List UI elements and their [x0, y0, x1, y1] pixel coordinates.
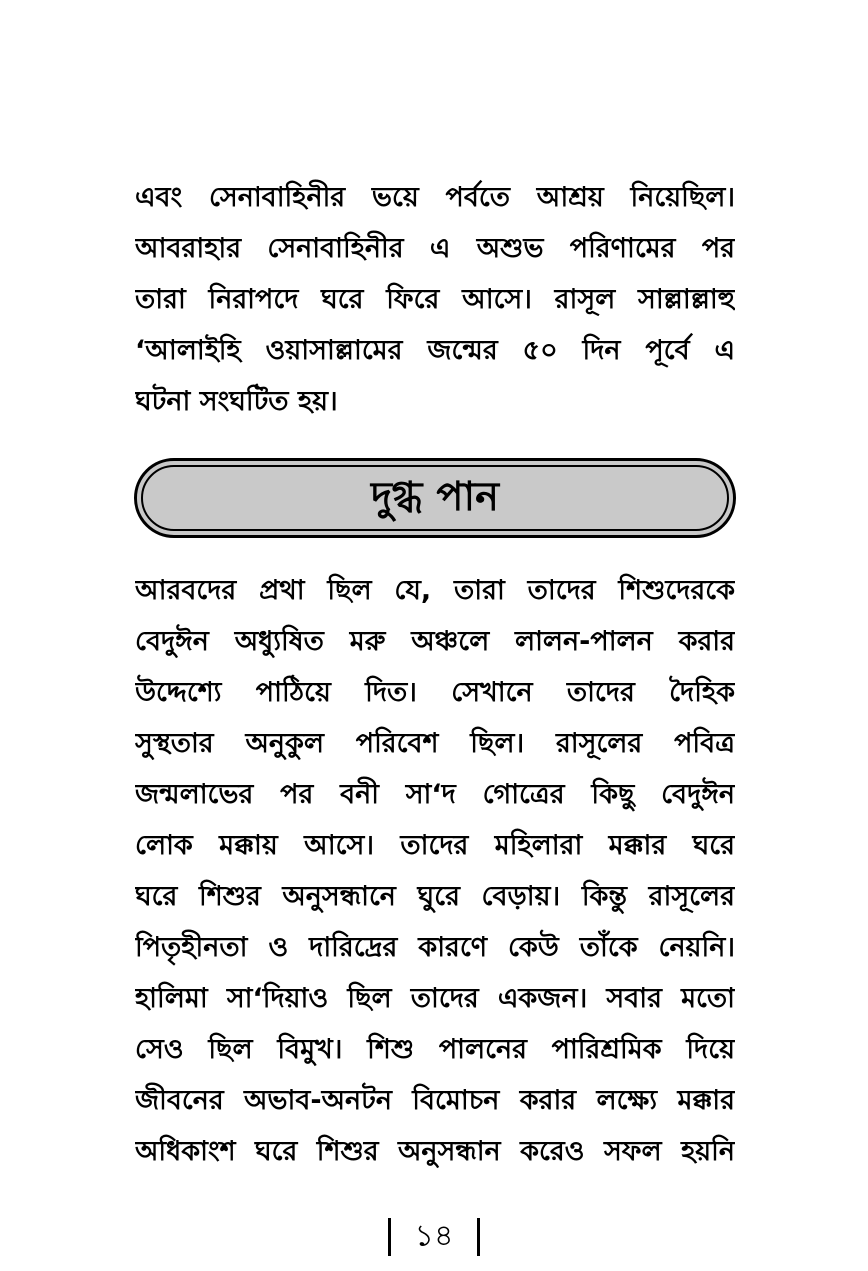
text-line: তারা নিরাপদে ঘরে ফিরে আসে। রাসূল সাল্লাল্লাহু	[135, 284, 735, 315]
text-line: অধিকাংশ ঘরে শিশুর অনুসন্ধান করেও সফল হয়নি	[135, 1136, 735, 1167]
paragraph-main	[135, 565, 735, 1177]
page-number: ১৪	[414, 1218, 454, 1254]
text-line: জীবনের অভাব-অনটন বিমোচন করার লক্ষ্যে মক্কার	[135, 1085, 735, 1116]
text-line: আরবদের প্রথা ছিল যে, তারা তাদের শিশুদেরকে	[135, 575, 735, 606]
text-line: লোক মক্কায় আসে। তাদের মহিলারা মক্কার ঘরে	[135, 830, 735, 861]
text-line: সেও ছিল বিমুখ। শিশু পালনের পারিশ্রমিক দিয়ে	[135, 1034, 735, 1065]
text-line: আবরাহার সেনাবাহিনীর এ অশুভ পরিণামের পর	[135, 233, 735, 264]
text-line: ঘরে শিশুর অনুসন্ধানে ঘুরে বেড়ায়। কিন্তু রাসূলের	[135, 881, 735, 912]
section-heading-box	[134, 458, 736, 538]
text-line: হালিমা সা‘দিয়াও ছিল তাদের একজন। সবার মতো	[135, 983, 735, 1014]
text-line: এবং সেনাবাহিনীর ভয়ে পর্বতে আশ্রয় নিয়েছিল।	[135, 182, 735, 213]
text-line: উদ্দেশ্যে পাঠিয়ে দিত। সেখানে তাদের দৈহিক	[135, 677, 735, 708]
text-line: পিতৃহীনতা ও দারিদ্রের কারণে কেউ তাঁকে নেয়নি।	[135, 932, 735, 963]
section-heading: দুগ্ধ পান	[371, 473, 499, 520]
paragraph-intro	[135, 172, 735, 427]
page-number-footer	[0, 1212, 868, 1260]
text-line: জন্মলাভের পর বনী সা‘দ গোত্রের কিছু বেদুঈন	[135, 779, 735, 810]
text-line: সুস্থতার অনুকুল পরিবেশ ছিল। রাসূলের পবিত্র	[135, 728, 735, 759]
right-bar-divider	[477, 1218, 480, 1256]
text-line: ‘আলাইহি ওয়াসাল্লামের জন্মের ৫০ দিন পূর্বে এ	[135, 335, 735, 366]
text-line: ঘটনা সংঘটিত হয়।	[135, 386, 338, 417]
text-line: বেদুঈন অধ্যুষিত মরু অঞ্চলে লালন-পালন করার	[135, 626, 735, 657]
left-bar-divider	[388, 1218, 391, 1256]
